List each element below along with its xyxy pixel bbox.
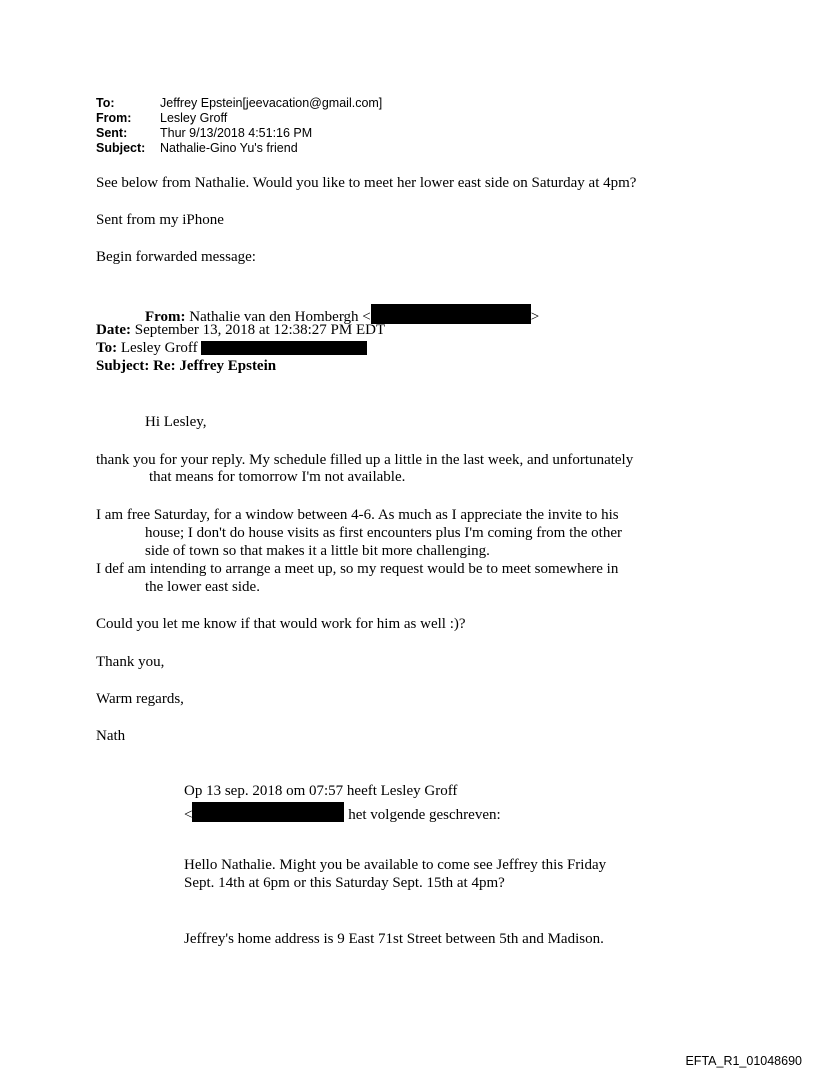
quoted-intro-line-2 bbox=[184, 802, 501, 824]
fwd-subject-label: Subject: bbox=[96, 358, 150, 374]
message-line: I def am intending to arrange a meet up, so my request would be to meet somewhere in bbox=[96, 561, 619, 577]
fwd-date-label: Date: bbox=[96, 322, 131, 338]
header-sent-label: Sent: bbox=[96, 126, 128, 140]
header-to-value: Jeffrey Epstein[jeevacation@gmail.com] bbox=[160, 96, 383, 110]
header-subject-label: Subject: bbox=[96, 141, 146, 155]
body-line-1: See below from Nathalie. Would you like to meet her lower east side on Saturday at 4pm? bbox=[96, 175, 637, 191]
fwd-subject-value: Re: Jeffrey Epstein bbox=[153, 358, 277, 374]
header-sent-value: Thur 9/13/2018 4:51:16 PM bbox=[160, 126, 313, 140]
message-line: Thank you, bbox=[96, 654, 165, 670]
fwd-from-close: > bbox=[530, 309, 540, 325]
header-from-value: Lesley Groff bbox=[160, 111, 228, 125]
fwd-to-label: To: bbox=[96, 340, 118, 356]
redaction-block bbox=[371, 304, 531, 324]
message-line: side of town so that makes it a little bit more challenging. bbox=[145, 543, 490, 559]
header-subject-row bbox=[96, 141, 382, 156]
message-line: house; I don't do house visits as first encounters plus I'm coming from the other bbox=[145, 525, 622, 541]
quoted-line: Jeffrey's home address is 9 East 71st Street between 5th and Madison. bbox=[184, 931, 604, 947]
header-to-row bbox=[96, 96, 382, 111]
message-line: I am free Saturday, for a window between 4-6. As much as I appreciate the invite to his bbox=[96, 507, 619, 523]
fwd-from-label: From: bbox=[145, 309, 186, 325]
fwd-from-value: Nathalie van den Hombergh < bbox=[189, 309, 371, 325]
fwd-date-row bbox=[96, 321, 385, 339]
redaction-block bbox=[192, 802, 344, 822]
header-from-label: From: bbox=[96, 111, 132, 125]
header-from-row bbox=[96, 111, 382, 126]
header-sent-row bbox=[96, 126, 382, 141]
quoted-intro-open: < bbox=[184, 807, 193, 823]
message-line: that means for tomorrow I'm not available. bbox=[149, 469, 406, 485]
fwd-to-row bbox=[96, 339, 367, 357]
signature: Nath bbox=[96, 728, 126, 744]
document-id: EFTA_R1_01048690 bbox=[685, 1054, 802, 1068]
quoted-line: Sept. 14th at 6pm or this Saturday Sept. 15th at 4pm? bbox=[184, 875, 505, 891]
quoted-intro-rest: het volgende geschreven: bbox=[348, 807, 501, 823]
message-line: thank you for your reply. My schedule filled up a little in the last week, and unfortunately bbox=[96, 452, 634, 468]
message-line: the lower east side. bbox=[145, 579, 260, 595]
message-line: Could you let me know if that would work for him as well :)? bbox=[96, 616, 466, 632]
fwd-date-value: September 13, 2018 at 12:38:27 PM EDT bbox=[134, 322, 386, 338]
body-line-3: Begin forwarded message: bbox=[96, 249, 256, 265]
header-subject-value: Nathalie-Gino Yu's friend bbox=[160, 141, 298, 155]
redaction-block bbox=[201, 341, 367, 355]
quoted-line: Hello Nathalie. Might you be available to come see Jeffrey this Friday bbox=[184, 857, 607, 873]
greeting: Hi Lesley, bbox=[145, 414, 207, 430]
fwd-subject-row bbox=[96, 357, 276, 375]
fwd-to-value: Lesley Groff bbox=[120, 340, 198, 356]
body-line-2: Sent from my iPhone bbox=[96, 212, 224, 228]
message-line: Warm regards, bbox=[96, 691, 184, 707]
header-to-label: To: bbox=[96, 96, 115, 110]
email-header bbox=[96, 96, 382, 156]
quoted-intro: Op 13 sep. 2018 om 07:57 heeft Lesley Groff bbox=[184, 783, 458, 799]
